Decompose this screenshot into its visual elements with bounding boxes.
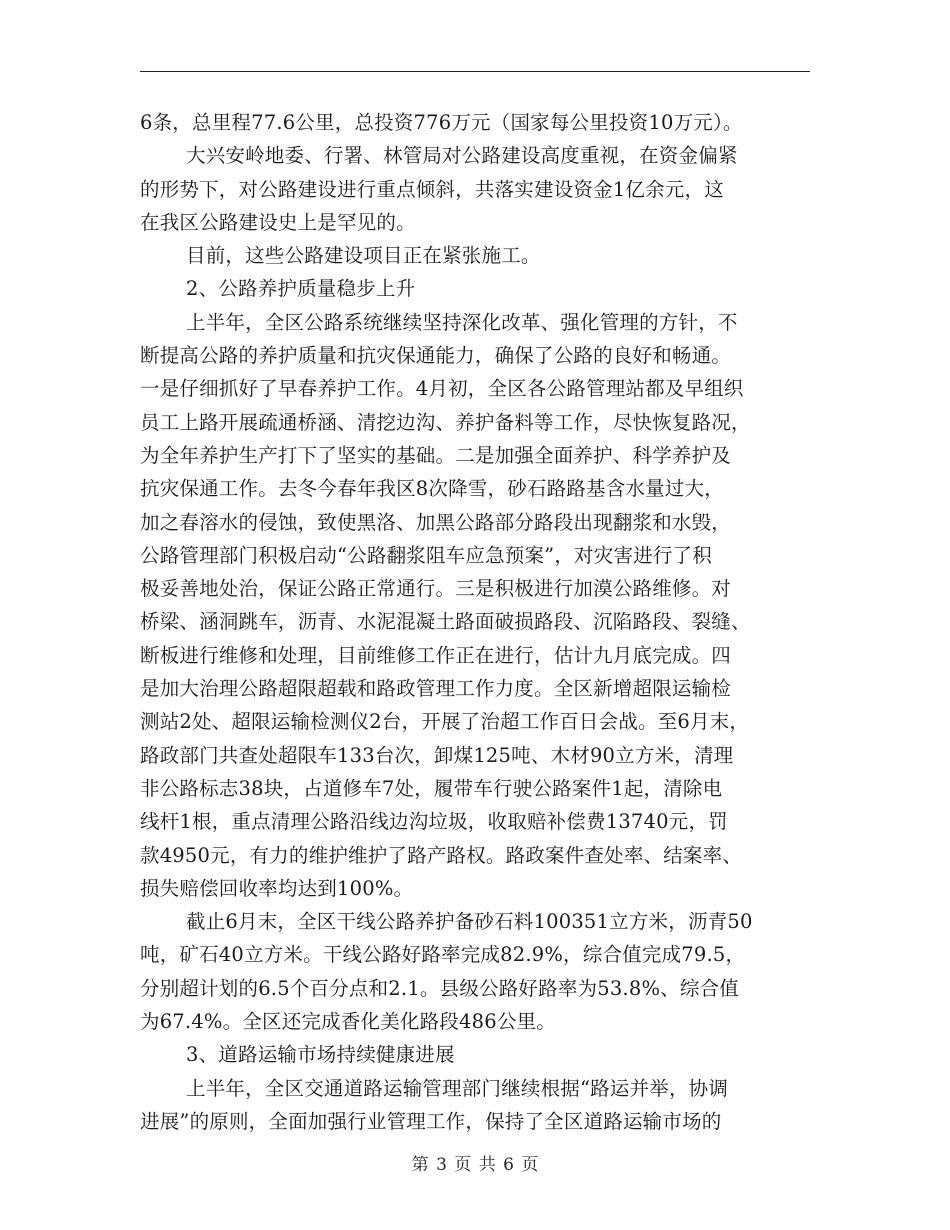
header-rule [140, 71, 810, 72]
text-line: 抗灾保通工作。去冬今春年我区8次降雪，砂石路路基含水量过大， [140, 477, 724, 501]
text-line: 上半年，全区公路系统继续坚持深化改革、强化管理的方针，不 [186, 310, 738, 334]
text-line: 桥梁、涵洞跳车，沥青、水泥混凝土路面破损路段、沉陷路段、裂缝、 [140, 610, 751, 634]
text-line: 断提高公路的养护质量和抗灾保通能力，确保了公路的良好和畅通。 [140, 344, 732, 368]
text-line: 线杆1根，重点清理公路沿线边沟垃圾，收取赔补偿费13740元，罚 [140, 810, 728, 834]
page-footer: 第 3 页 共 6 页 [411, 1155, 539, 1175]
text-line: 路政部门共查处超限车133台次，卸煤125吨、木材90立方米，清理 [140, 743, 734, 767]
text-line: 上半年，全区交通道路运输管理部门继续根据“路运并举，协调 [186, 1076, 729, 1100]
text-line: 一是仔细抓好了早春养护工作。4月初，全区各公路管理站都及早组织 [140, 377, 744, 401]
text-line: 加之春溶水的侵蚀，致使黑洛、加黑公路部分路段出现翻浆和水毁， [140, 510, 732, 534]
body-text [140, 106, 830, 1138]
text-line: 是加大治理公路超限超载和路政管理工作力度。全区新增超限运输检 [140, 677, 732, 701]
text-line: 断板进行维修和处理，目前维修工作正在进行，估计九月底完成。四 [140, 643, 732, 667]
text-line: 6条，总里程77.6公里，总投资776万元（国家每公里投资10万元）。 [140, 111, 743, 134]
text-line: 2、公路养护质量稳步上升 [186, 277, 416, 301]
text-line: 极妥善地处治，保证公路正常通行。三是积极进行加漠公路维修。对 [140, 577, 732, 601]
text-line: 非公路标志38块，占道修车7处，履带车行驶公路案件1起，清除电 [140, 776, 723, 800]
text-line: 为全年养护生产打下了坚实的基础。二是加强全面养护、科学养护及 [140, 443, 732, 467]
text-line: 截止6月末，全区干线公路养护备砂石料100351立方米，沥青50 [186, 910, 753, 934]
text-line: 公路管理部门积极启动“公路翻浆阻车应急预案”，对灾害进行了积 [140, 543, 712, 567]
text-line: 在我区公路建设史上是罕见的。 [140, 210, 416, 234]
text-line: 的形势下，对公路建设进行重点倾斜，共落实建设资金1亿余元，这 [140, 177, 724, 201]
text-line: 3、道路运输市场持续健康进展 [186, 1043, 455, 1067]
text-line: 为67.4%。全区还完成香化美化路段486公里。 [140, 1010, 556, 1034]
text-line: 损失赔偿回收率均达到100%。 [140, 876, 414, 900]
text-line: 款4950元，有力的维护维护了路产路权。路政案件查处率、结案率、 [140, 843, 743, 867]
text-line: 吨，矿石40立方米。干线公路好路率完成82.9%，综合值完成79.5， [140, 943, 746, 967]
text-line: 测站2处、超限运输检测仪2台，开展了治超工作百日会战。至6月末， [140, 710, 750, 734]
text-line: 进展”的原则，全面加强行业管理工作，保持了全区道路运输市场的 [140, 1109, 722, 1133]
text-line: 大兴安岭地委、行署、林管局对公路建设高度重视，在资金偏紧 [186, 144, 738, 168]
text-line: 目前，这些公路建设项目正在紧张施工。 [186, 244, 541, 268]
text-line: 员工上路开展疏通桥涵、清挖边沟、养护备料等工作，尽快恢复路况， [140, 410, 751, 434]
text-line: 分别超计划的6.5个百分点和2.1。县级公路好路率为53.8%、综合值 [140, 976, 739, 1000]
